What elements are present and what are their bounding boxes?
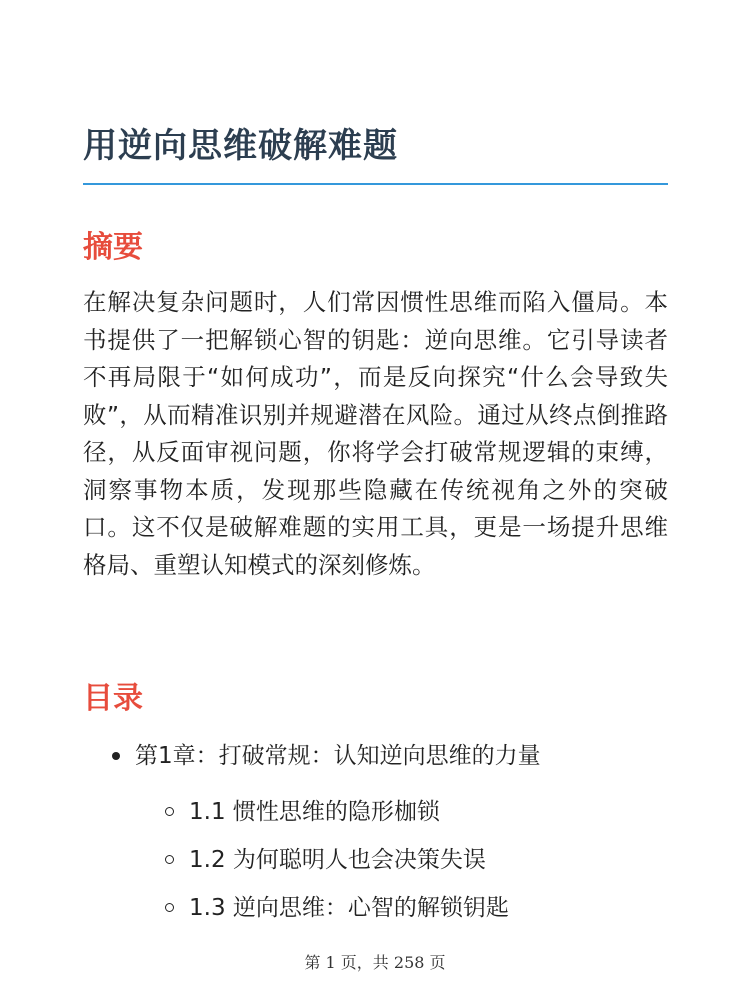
table-of-contents — [83, 738, 668, 932]
toc-section-1-1 — [83, 788, 668, 836]
bullet-circle-icon — [165, 807, 174, 816]
toc-section-1-3 — [83, 884, 668, 932]
toc-section-label: 1.3 逆向思维：心智的解锁钥匙 — [189, 895, 509, 921]
toc-section-1-2 — [83, 836, 668, 884]
document-page — [83, 0, 668, 1000]
toc-section-label: 1.1 惯性思维的隐形枷锁 — [189, 799, 440, 825]
toc-chapter-label: 第1章：打破常规：认知逆向思维的力量 — [135, 743, 541, 769]
bullet-circle-icon — [165, 855, 174, 864]
document-title: 用逆向思维破解难题 — [83, 126, 398, 166]
abstract-heading: 摘要 — [83, 230, 143, 265]
toc-section-label: 1.2 为何聪明人也会决策失误 — [189, 847, 486, 873]
bullet-disc-icon — [112, 752, 120, 760]
toc-chapter-1 — [83, 738, 668, 932]
toc-heading: 目录 — [83, 681, 143, 716]
toc-chapter-1-sections — [83, 788, 668, 932]
abstract-paragraph: 在解决复杂问题时，人们常因惯性思维而陷入僵局。本书提供了一把解锁心智的钥匙：逆向思维。它引导读者不再局限于“如何成功”，而是反向探究“什么会导致失败”，从而精准识别并规避潜在风险。通过从终点倒推路径，从反面审视问题，你将学会打破常规逻辑的束缚，洞察事物本质，发现那些隐藏在传统视角之外的突破口。这不仅是破解难题的实用工具，更是一场提升思维格局、重塑认知模式的深刻修炼。 — [83, 288, 668, 579]
title-divider — [83, 183, 668, 185]
bullet-circle-icon — [165, 903, 174, 912]
page-footer: 第 1 页，共 258 页 — [304, 953, 446, 972]
